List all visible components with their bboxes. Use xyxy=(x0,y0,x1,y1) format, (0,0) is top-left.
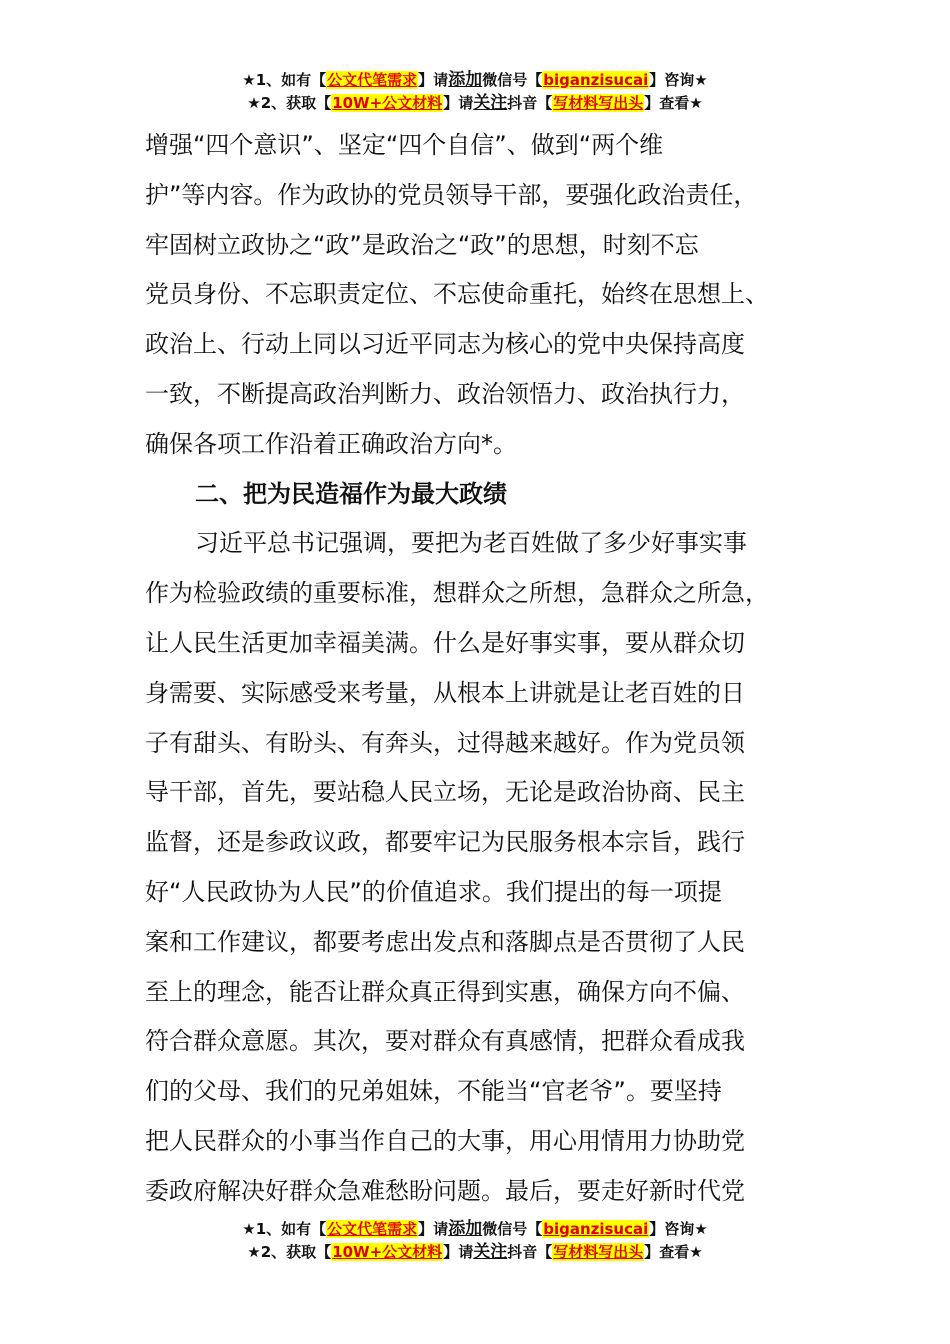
text-line: 们的父母、我们的兄弟姐妹，不能当“官老爷”。要坚持 xyxy=(145,1077,722,1106)
banner-text: 抖音【 xyxy=(507,94,553,112)
emphasis-text: 添加 xyxy=(448,1219,483,1239)
douyin-id: 写材料写出头 xyxy=(553,94,644,112)
highlight-text: 10W+公文材料 xyxy=(332,94,443,112)
banner-text: 微信号【 xyxy=(482,1220,543,1238)
text-line: 确保各项工作沿着正确政治方向*。 xyxy=(145,429,517,458)
highlight-text: 公文代笔需求 xyxy=(327,1220,418,1238)
banner-text: 】查看★ xyxy=(644,94,703,112)
banner-text: 】咨询★ xyxy=(649,71,708,89)
banner-line-2 xyxy=(0,1241,950,1264)
text-line: 至上的理念，能否让群众真正得到实惠，确保方向不偏、 xyxy=(145,977,745,1006)
banner-text: 】请 xyxy=(443,1243,474,1261)
banner-text: 】请 xyxy=(443,94,474,112)
text-line: 好“人民政协为人民”的价值追求。我们提出的每一项提 xyxy=(145,877,722,906)
text-line: 党员身份、不忘职责定位、不忘使命重托，始终在思想上、 xyxy=(145,280,769,309)
text-line: 身需要、实际感受来考量，从根本上讲就是让老百姓的日 xyxy=(145,678,745,707)
text-line: 牢固树立政协之“政”是政治之“政”的思想，时刻不忘 xyxy=(145,230,699,259)
text-line: 案和工作建议，都要考虑出发点和落脚点是否贯彻了人民 xyxy=(145,927,745,956)
footer-banner xyxy=(0,1218,950,1264)
banner-line-1 xyxy=(0,69,950,92)
banner-line-1 xyxy=(0,1218,950,1241)
text-line: 增强“四个意识”、坚定“四个自信”、做到“两个维 xyxy=(145,131,664,159)
text-line: 让人民生活更加幸福美满。什么是好事实事，要从群众切 xyxy=(145,628,745,657)
wechat-id: biganzisucai xyxy=(543,71,649,89)
banner-text: 微信号【 xyxy=(482,71,543,89)
header-banner xyxy=(0,69,950,115)
document-body xyxy=(145,121,825,1217)
text-line: 一致，不断提高政治判断力、政治领悟力、政治执行力， xyxy=(145,379,745,408)
text-line: 作为检验政绩的重要标准，想群众之所想，急群众之所急， xyxy=(145,579,769,608)
text-line: 政治上、行动上同以习近平同志为核心的党中央保持高度 xyxy=(145,330,745,359)
text-line: 监督，还是参政议政，都要牢记为民服务根本宗旨，践行 xyxy=(145,828,745,857)
text-line: 导干部，首先，要站稳人民立场，无论是政治协商、民主 xyxy=(145,778,745,807)
wechat-id: biganzisucai xyxy=(543,1220,649,1238)
section-heading: 二、把为民造福作为最大政绩 xyxy=(195,479,507,508)
douyin-id: 写材料写出头 xyxy=(553,1243,644,1261)
banner-text: 】查看★ xyxy=(644,1243,703,1261)
banner-text: 】请 xyxy=(418,71,449,89)
banner-text: 】请 xyxy=(418,1220,449,1238)
banner-line-2 xyxy=(0,92,950,115)
text-line: 把人民群众的小事当作自己的大事，用心用情用力协助党 xyxy=(145,1126,745,1155)
text-line: 委政府解决好群众急难愁盼问题。最后，要走好新时代党 xyxy=(145,1176,745,1205)
text-line: 习近平总书记强调，要把为老百姓做了多少好事实事 xyxy=(195,529,747,558)
emphasis-text: 添加 xyxy=(448,70,483,90)
emphasis-text: 关注 xyxy=(473,1242,508,1262)
banner-text: 抖音【 xyxy=(507,1243,553,1261)
text-line: 子有甜头、有盼头、有奔头，过得越来越好。作为党员领 xyxy=(145,728,745,757)
text-line: 符合群众意愿。其次，要对群众有真感情，把群众看成我 xyxy=(145,1027,745,1056)
banner-text: ★2、获取【 xyxy=(247,1243,332,1261)
banner-text: ★1、如有【 xyxy=(242,1220,327,1238)
banner-text: 】咨询★ xyxy=(649,1220,708,1238)
emphasis-text: 关注 xyxy=(473,93,508,113)
banner-text: ★1、如有【 xyxy=(242,71,327,89)
highlight-text: 10W+公文材料 xyxy=(332,1243,443,1261)
banner-text: ★2、获取【 xyxy=(247,94,332,112)
highlight-text: 公文代笔需求 xyxy=(327,71,418,89)
text-line: 护”等内容。作为政协的党员领导干部，要强化政治责任， xyxy=(145,180,758,209)
